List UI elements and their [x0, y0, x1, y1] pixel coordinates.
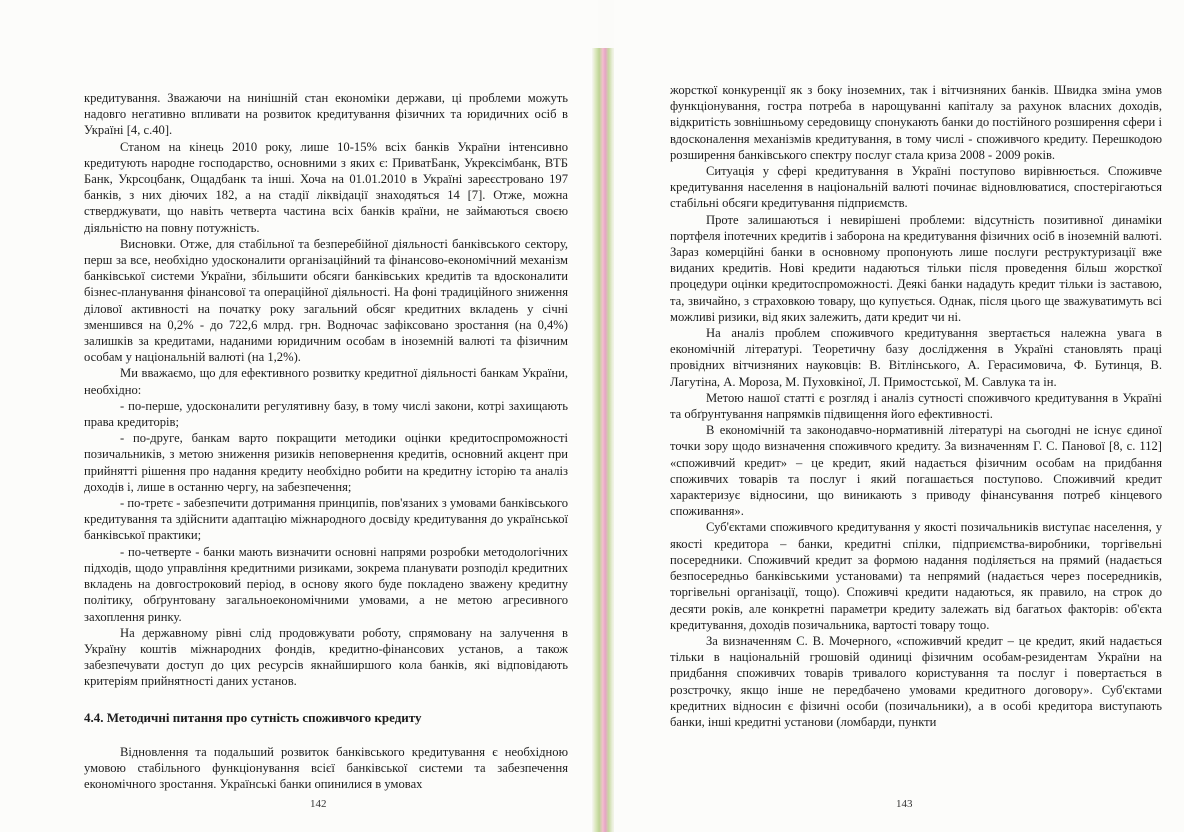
paragraph: Відновлення та подальший розвиток банківського кредитування є необхідною умовою стабільного функціонування всієї банківської системи та забезпечення економічного зростання. Українські банки опинилися в умовах: [84, 744, 568, 792]
paragraph: Проте залишаються і невирішені проблеми: відсутність позитивної динаміки портфеля іпотечних кредитів і заборона на кредитування фізичних осіб в іноземній валюті. Зараз комерційні банки в основному пропонують лише послуги реструктуризації вже виданих кредитів. Нові кредити надаються тільки після проведення більш жорсткої процедури оцінки кредитоспроможності. Деякі банки нададуть кредит тільки із заставою, та, звичайно, з страховкою товару, що купується. Однак, після цього ще зважуватимуть всі можливі ризики, від яких залежить, дати кредит чи ні.: [670, 212, 1162, 324]
paragraph: За визначенням С. В. Мочерного, «споживчий кредит – це кредит, який надається тільки в національній грошовій одиниці фізичним особам-резидентам України на придбання споживчих товарів тривалого користування та послуг і повертається в розстрочку, якщо інше не передбачено умовами кредитного договору». Суб'єктами кредитних відносин є фізичні особи (позичальники), а в особі кредитора виступають банки, інші кредитні установи (ломбарди, пункти: [670, 633, 1162, 729]
section-heading: 4.4. Методичні питання про сутність споживчого кредиту: [84, 709, 422, 725]
paragraph: жорсткої конкуренції як з боку іноземних, так і вітчизняних банків. Швидка зміна умов функціонування, гостра потреба в нарощуванні капіталу за рахунок власних доходів, відкритість зовнішньому середовищу спонукають банки до постійного розширення сфери і вдосконалення механізмів кредитування, в тому числі - споживчого кредиту. Перешкодою розширення банківського спектру послуг стала криза 2008 - 2009 років.: [670, 83, 1162, 162]
page-number: 143: [896, 798, 913, 810]
list-item: - по-друге, банкам варто покращити методики оцінки кредитоспроможності позичальників, з метою зниження ризиків неповернення кредитів, основний акцент при прийнятті рішення про надання кредиту необхідно робити на кредитну історію та аналіз доходів і, лише в останню чергу, на забезпечення;: [84, 431, 568, 494]
paragraph: На аналіз проблем споживчого кредитування звертається належна увага в економічній літературі. Теоретичну базу дослідження в Україні становлять праці провідних вітчизняних науковців: В. Вітлінського, А. Герасимовича, Ф. Бутинця, В. Лагутіна, А. Мороза, М. Пуховкіної, Л. Примостської, М. Савлука та ін.: [670, 326, 1162, 389]
list-item: - по-перше, удосконалити регулятивну базу, в тому числі закони, котрі захищають права кредиторів;: [84, 398, 568, 430]
paragraph: кредитування. Зважаючи на нинішній стан економіки держави, ці проблеми можуть надовго негативно впливати на розвиток кредитування фізичних та юридичних осіб в Україні [4, с.40].: [84, 91, 568, 138]
paragraph: В економічній та законодавчо-нормативній літературі на сьогодні не існує єдиної точки зору щодо визначення споживчого кредиту. За визначенням Г. С. Панової [8, с. 112] «споживчий кредит» – це кредит, який надається фізичним особам на придбання споживчих товарів та послуг і який погашається поступово. Споживчий кредит характеризує відносини, що виникають з приводу фінансування потреб кінцевого споживання».: [670, 423, 1162, 519]
page-number: 142: [310, 798, 327, 810]
right-page: [614, 0, 1184, 832]
paragraph: Станом на кінець 2010 року, лише 10-15% всіх банків України інтенсивно кредитують народне господарство, основними з яких є: ПриватБанк, Укрексімбанк, ВТБ Банк, Укрсоцбанк, Ощадбанк та інші. Хоча на 01.01.2010 в Україні зареєстровано 197 банків, з них діючих 182, а на стадії ліквідації знаходяться 14 [7]. Отже, можна стверджувати, що навіть четверта частина всіх банків країни, не займаються своєю діяльністю на повну потужність.: [84, 139, 568, 235]
paragraph: Ситуація у сфері кредитування в Україні поступово вирівнюється. Споживче кредитування населення в національній валюті починає відновлюватися, спостерігаються стабільні обсяги кредитування підприємств.: [670, 164, 1162, 211]
paragraph: Висновки. Отже, для стабільної та безперебійної діяльності банківського сектору, перш за все, необхідно удосконалити організаційний та фінансово-економічний механізм банківської системи України, збільшити обсяги банківських кредитів та вдосконалити бізнес-планування фінансової та операційної діяльності. На фоні традиційного зниження ділової активності на початку року загальний обсяг кредитних вкладень у січні зменшився на 0,2% - до 722,6 млрд. грн. Водночас зафіксовано зростання (на 0,4%) залишків за кредитами, наданими юридичним особам в іноземній валюті та фізичним особам у національній валюті (на 1,2%).: [84, 236, 568, 365]
right-page-text: [670, 82, 1162, 730]
list-item: - по-третє - забезпечити дотримання принципів, пов'язаних з умовами банківського кредитування та здійснити адаптацію міжнародного досвіду кредитування до української банківської практики;: [84, 496, 568, 543]
book-spine: [592, 48, 616, 832]
paragraph: На державному рівні слід продовжувати роботу, спрямовану на залучення в Україну коштів міжнародних фондів, кредитно-фінансових установ, а також забезпечувати доступ до цих ресурсів якнайширшого кола банків, які відповідають критеріям прийнятності даних установ.: [84, 625, 568, 689]
paragraph: Суб'єктами споживчого кредитування у якості позичальників виступає населення, у якості кредитора – банки, кредитні спілки, підприємства-виробники, торгівельні посередники. Споживчий кредит за формою надання поділяється на прямий (надається безпосередньо банківськими установами) та непрямий (надається через посередників, торгівельні організації, тощо). Споживчі кредити надаються, як правило, на строк до десяти років, але конкретні параметри кредиту залежать від багатьох факторів: об'єкта кредитування, доходів позичальника, вартості товару тощо.: [670, 520, 1162, 632]
paragraph: Метою нашої статті є розгляд і аналіз сутності споживчого кредитування в Україні та обґрунтування напрямків підвищення його ефективності.: [670, 390, 1162, 422]
left-page-text: [84, 90, 568, 792]
list-item: - по-четверте - банки мають визначити основні напрями розробки методологічних підходів, щодо управління кредитними ризиками, зокрема планувати розподіл кредитних вкладень на довгостроковий період, в основу якого буде покладено зважену кредитну політику, обґрунтовану загальноекономічними умовами, а не метою агресивного захоплення ринку.: [84, 544, 568, 624]
paragraph: Ми вважаємо, що для ефективного розвитку кредитної діяльності банкам України, необхідно:: [84, 366, 568, 397]
